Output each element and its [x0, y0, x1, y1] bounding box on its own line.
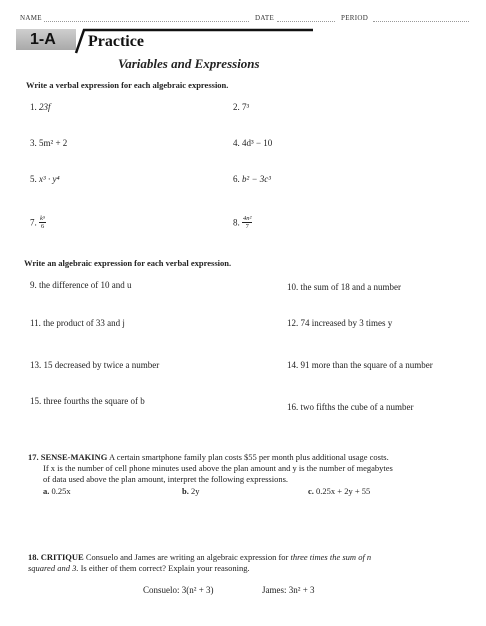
q18-label: 18. CRITIQUE: [28, 552, 84, 562]
item-1: 1. 23f: [30, 102, 51, 112]
q17-line1: 17. SENSE-MAKING A certain smartphone family plan costs $55 per month plus additional usage costs.: [28, 452, 389, 462]
lesson-title: Practice: [88, 33, 144, 50]
item-12: 12. 74 increased by 3 times y: [287, 318, 393, 328]
item-14: 14. 91 more than the square of a number: [287, 360, 433, 370]
item-7: 7. $\frac{\text{k⁵}}{6}$: [30, 215, 46, 230]
period-line: [373, 21, 469, 22]
item-15: 15. three fourths the square of b: [30, 396, 145, 406]
q17-line2: If x is the number of cell phone minutes used above the plan amount and y is the number of megabytes: [43, 463, 393, 473]
q17-label: 17. SENSE-MAKING: [28, 452, 108, 462]
q18-james: James: 3n² + 3: [262, 585, 315, 595]
item-5: 5. x³ · y⁴: [30, 174, 60, 184]
section2-instruction: Write an algebraic expression for each verbal expression.: [24, 258, 232, 268]
q18-consuelo: Consuelo: 3(n² + 3): [143, 585, 214, 595]
q18-line2: squared and 3. Is either of them correct? Explain your reasoning.: [28, 563, 250, 573]
period-label: PERIOD: [341, 14, 369, 22]
name-line: [44, 21, 249, 22]
item-10: 10. the sum of 18 and a number: [287, 282, 401, 292]
q18-line1: 18. CRITIQUE Consuelo and James are writing an algebraic expression for three times the sum of n: [28, 552, 372, 562]
item-13: 13. 15 decreased by twice a number: [30, 360, 160, 370]
item-3: 3. 5m² + 2: [30, 138, 68, 148]
q17-line3: of data used above the plan amount, interpret the following expressions.: [43, 474, 289, 484]
item-11: 11. the product of 33 and j: [30, 318, 125, 328]
section1-instruction: Write a verbal expression for each algebraic expression.: [26, 80, 229, 90]
date-line: [277, 21, 335, 22]
item-2: 2. 7³: [233, 102, 250, 112]
item-6: 6. b² − 3c³: [233, 174, 271, 184]
q17-part-a: a. 0.25x: [43, 486, 71, 496]
item-4: 4. 4d³ − 10: [233, 138, 273, 148]
item-9: 9. the difference of 10 and u: [30, 280, 132, 290]
name-label: NAME: [20, 14, 42, 22]
date-label: DATE: [255, 14, 275, 22]
item-8: 8. $\frac{\text{4n²}}{7}$: [233, 215, 252, 230]
item-16: 16. two fifths the cube of a number: [287, 402, 414, 412]
q17-part-c: c. 0.25x + 2y + 55: [308, 486, 371, 496]
lesson-subtitle: Variables and Expressions: [118, 56, 260, 71]
q17-part-b: b. 2y: [182, 486, 200, 496]
lesson-tag: 1-A: [30, 31, 56, 48]
